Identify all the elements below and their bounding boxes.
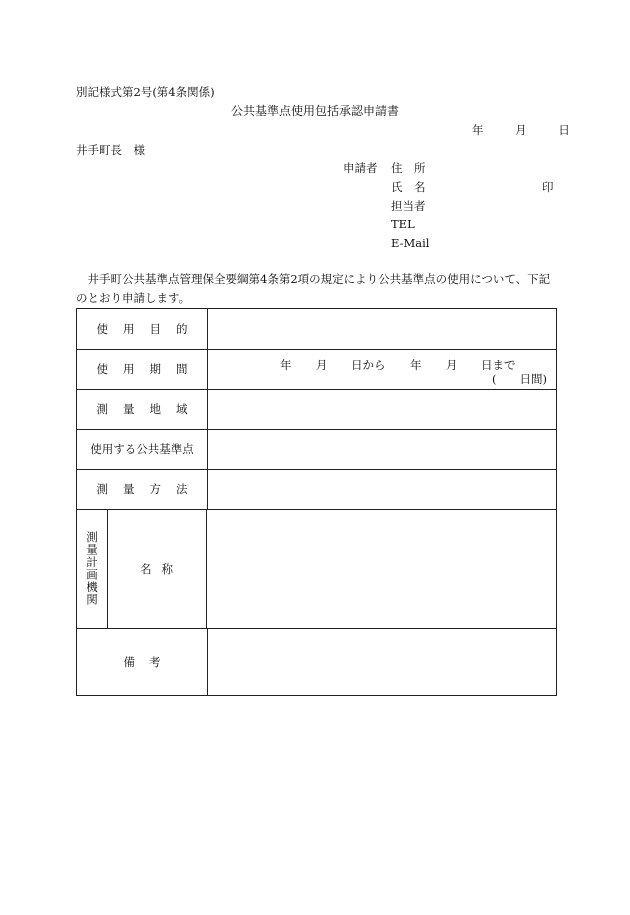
applicant-email-label: E-Mail (391, 236, 430, 250)
row-period: 使用期間 年 月 日から 年 月 日まで ( 日間) (77, 349, 556, 390)
label-remarks: 備考 (77, 628, 208, 695)
label-planning-org: 測量計画機関 (77, 509, 108, 628)
label-control-points: 使用する公共基準点 (77, 429, 208, 469)
row-area (77, 389, 556, 430)
form-number: 別記様式第2号(第4条関係) (76, 85, 215, 99)
label-org-name: 名称 (107, 509, 207, 628)
date-day: 日 (558, 123, 570, 137)
label-area: 測量地域 (77, 389, 208, 429)
row-planning-org (77, 509, 556, 629)
label-period: 使用期間 (77, 349, 208, 389)
document-title: 公共基準点使用包括承認申請書 (230, 104, 399, 118)
period-days: ( 日間) (492, 372, 547, 386)
row-remarks (77, 628, 556, 695)
applicant-tel-label: TEL (391, 217, 415, 231)
date-line (472, 122, 570, 138)
row-control-points (77, 429, 556, 470)
applicant-name-label: 氏 名 (391, 180, 426, 194)
row-purpose (77, 309, 556, 350)
label-purpose: 使用目的 (77, 309, 208, 349)
seal-mark: 印 (542, 180, 554, 194)
date-year: 年 (472, 123, 484, 137)
applicant-address-label: 住 所 (391, 161, 426, 175)
label-method: 測量方法 (77, 469, 208, 509)
applicant-contact-label: 担当者 (391, 199, 426, 213)
row-method (77, 469, 556, 510)
body-text: 井手町公共基準点管理保全要綱第4条第2項の規定により公共基準点の使用について、下記のとおり申請します。 (76, 272, 551, 305)
addressee: 井手町長 様 (76, 143, 145, 157)
applicant-label: 申請者 (343, 161, 378, 175)
application-table (76, 308, 557, 696)
date-month: 月 (515, 123, 527, 137)
